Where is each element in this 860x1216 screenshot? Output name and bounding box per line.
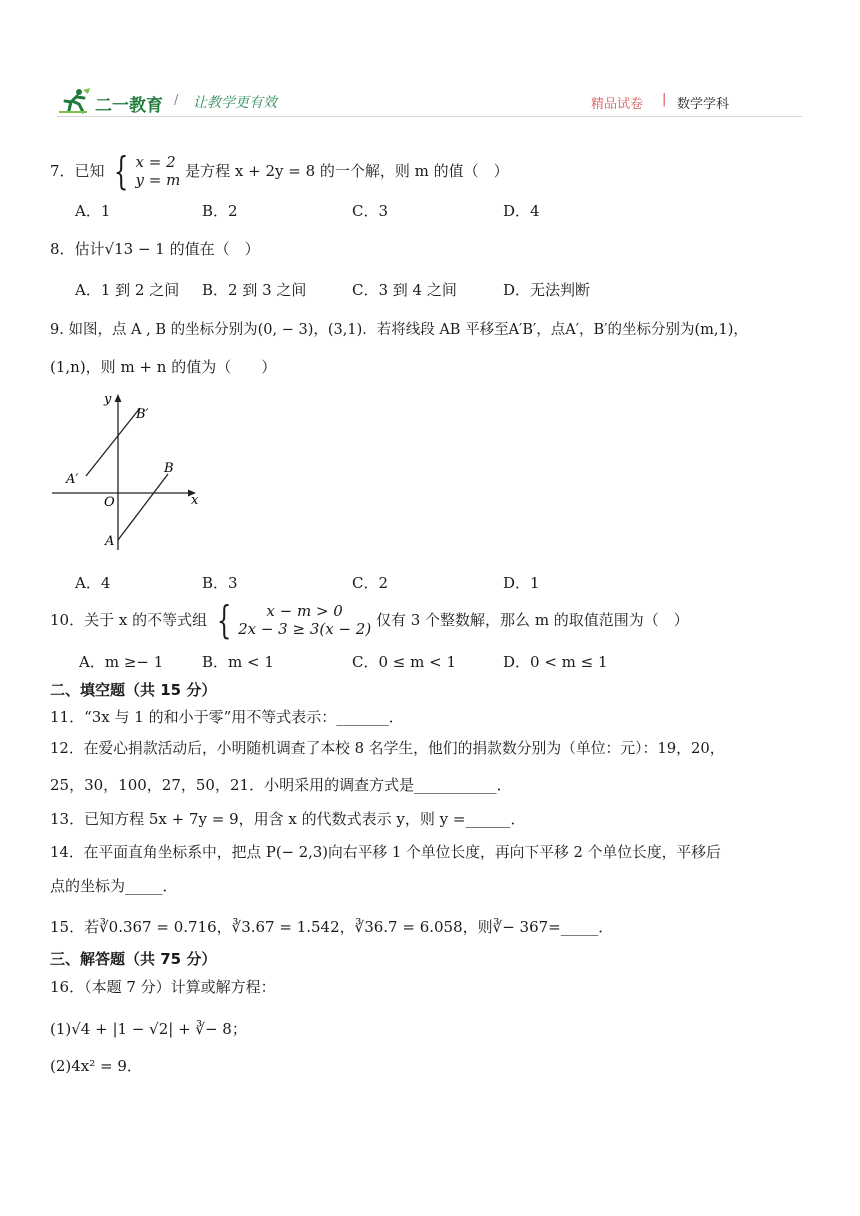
subject-label: 数学学科 <box>677 97 730 112</box>
point-b-label: B <box>164 461 174 476</box>
section-2-heading: 二、填空题（共 15 分） <box>50 681 217 699</box>
q8-option-b: B．2 到 3 之间 <box>202 281 307 299</box>
q9-option-d: D．1 <box>503 574 540 592</box>
q10-text: 仅有 3 个整数解，那么 m 的取值范围为（ ） <box>375 611 689 629</box>
q8-option-d: D．无法判断 <box>503 281 591 299</box>
q10-option-a: A．m ≥− 1 <box>79 653 164 671</box>
point-a-prime-label: A′ <box>66 472 79 487</box>
q7-number: 7．已知 <box>50 162 105 180</box>
logo-text: 二一教育 <box>95 96 163 116</box>
question-7 <box>50 149 509 193</box>
segment-ab <box>118 474 168 540</box>
question-8: 8．估计√13 − 1 的值在（ ） <box>50 240 260 258</box>
q10-ineq1: x − m > 0 <box>266 602 343 620</box>
q7-eq1: x = 2 <box>135 153 176 171</box>
question-16: 16．（本题 7 分）计算或解方程： <box>50 978 276 996</box>
point-a-label: A <box>105 534 115 549</box>
header-slash: / <box>174 93 179 108</box>
x-axis-label: x <box>191 493 199 508</box>
q8-option-a: A．1 到 2 之间 <box>75 281 180 299</box>
brace-icon: { <box>114 149 129 193</box>
q7-system <box>109 149 181 193</box>
question-12-line1: 12．在爱心捐款活动后，小明随机调查了本校 8 名学生，他们的捐款数分别为（单位：元）：19，20， <box>50 740 725 757</box>
question-9-line1: 9. 如图，点 A , B 的坐标分别为(0, − 3)，(3,1)．若将线段 AB 平移至A′B′，点A′，B′的坐标分别为(m,1)， <box>50 322 748 338</box>
q7-option-d: D．4 <box>503 202 540 220</box>
segment-a-prime-b-prime <box>86 408 140 476</box>
q10-option-c: C．0 ≤ m < 1 <box>352 653 456 671</box>
section-3-heading: 三、解答题（共 75 分） <box>50 950 217 968</box>
header-rule <box>57 116 802 117</box>
slogan: 让教学更有效 <box>193 95 277 111</box>
question-16-part-2: (2)4x² = 9． <box>50 1057 142 1075</box>
q9-option-a: A．4 <box>75 574 111 592</box>
y-axis-label: y <box>104 392 112 407</box>
q7-text: 是方程 x + 2y = 8 的一个解，则 m 的值（ ） <box>185 162 509 180</box>
q7-option-c: C．3 <box>352 202 389 220</box>
question-13: 13．已知方程 5x + 7y = 9，用含 x 的代数式表示 y，则 y =______． <box>50 810 526 828</box>
q10-number: 10．关于 x 的不等式组 <box>50 611 208 629</box>
q9-figure <box>50 390 220 555</box>
question-10 <box>50 598 689 642</box>
origin-label: O <box>104 495 115 510</box>
q10-system <box>212 598 372 642</box>
question-14-line1: 14．在平面直角坐标系中，把点 P(− 2,3)向右平移 1 个单位长度，再向下平移 2 个单位长度，平移后 <box>50 844 721 861</box>
q9-option-b: B．3 <box>202 574 238 592</box>
q9-option-c: C．2 <box>352 574 389 592</box>
brace-icon: { <box>216 598 232 642</box>
header <box>57 86 802 116</box>
question-14-line2: 点的坐标为_____． <box>50 877 178 895</box>
question-15: 15．若∛0.367 = 0.716，∛3.67 = 1.542，∛36.7 = 6.058，则∛− 367=_____． <box>50 918 614 936</box>
q7-option-b: B．2 <box>202 202 238 220</box>
q10-option-d: D．0 < m ≤ 1 <box>503 653 608 671</box>
q10-option-b: B．m < 1 <box>202 653 274 671</box>
point-b-prime-label: B′ <box>136 407 149 422</box>
question-11: 11．“3x 与 1 的和小于零”用不等式表示：_______． <box>50 708 404 726</box>
question-12-line2: 25，30，100，27，50，21．小明采用的调查方式是___________． <box>50 776 512 794</box>
header-divider: | <box>662 92 667 107</box>
q7-option-a: A．1 <box>75 202 111 220</box>
q8-option-c: C．3 到 4 之间 <box>352 281 457 299</box>
q10-ineq2: 2x − 3 ≥ 3(x − 2) <box>238 620 372 638</box>
y-axis-arrow-icon <box>115 394 122 402</box>
question-16-part-1: (1)√4 + |1 − √2| + ∛− 8； <box>50 1020 247 1038</box>
logo-runner-icon <box>57 88 91 114</box>
question-9-line2: (1,n)，则 m + n 的值为（ ） <box>50 358 277 376</box>
premium-label: 精品试卷 <box>591 97 644 112</box>
q7-eq2: y = m <box>135 171 181 189</box>
